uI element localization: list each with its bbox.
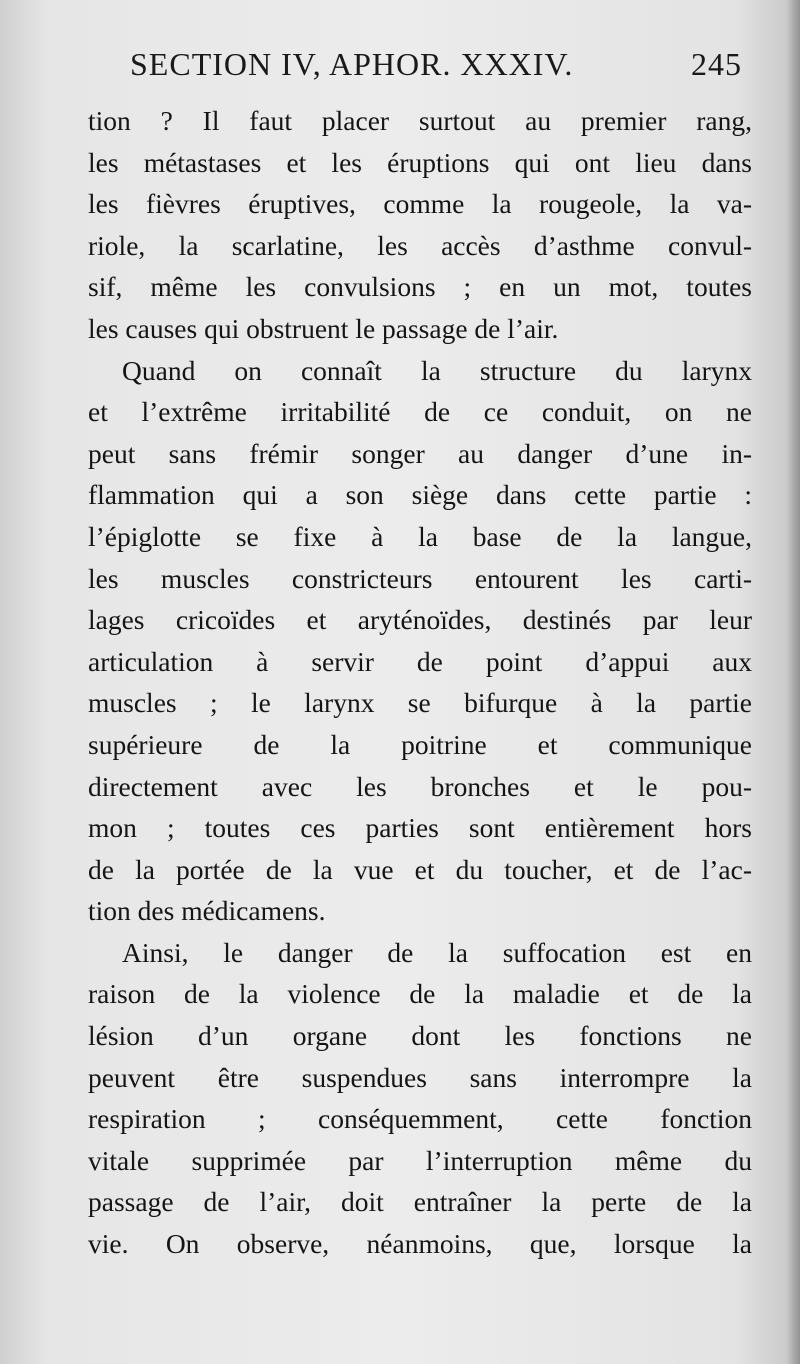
text-line: mon ; toutes ces parties sont entièrement hors	[88, 812, 752, 844]
text-line: sif, même les convulsions ; en un mot, toutes	[88, 271, 752, 303]
page-number: 245	[691, 46, 742, 82]
text-line: tion ? Il faut placer surtout au premier rang,	[88, 105, 752, 136]
text-line: directement avec les bronches et le pou-	[88, 770, 752, 802]
text-line: Ainsi, le danger de la suffocation est en	[122, 936, 752, 968]
text-line: vie. On observe, néanmoins, que, lorsque la	[88, 1228, 752, 1260]
text-line: articulation à servir de point d’appui aux	[88, 645, 752, 677]
body-text	[88, 100, 752, 1265]
text-line: lésion d’un organe dont les fonctions ne	[88, 1020, 752, 1052]
text-line: Quand on connaît la structure du larynx	[122, 354, 752, 386]
text-line: passage de l’air, doit entraîner la perte de la	[88, 1186, 752, 1218]
text-line: peut sans frémir songer au danger d’une in-	[88, 437, 752, 469]
text-line: flammation qui a son siège dans cette partie :	[88, 479, 752, 511]
text-line: raison de la violence de la maladie et de la	[88, 978, 752, 1010]
text-line: les métastases et les éruptions qui ont lieu dans	[88, 146, 752, 178]
text-line: de la portée de la vue et du toucher, et de l’ac-	[88, 853, 752, 885]
text-line: et l’extrême irritabilité de ce conduit, on ne	[88, 396, 752, 428]
text-line: les muscles constricteurs entourent les carti-	[88, 562, 752, 594]
text-line: tion des médicamens.	[88, 895, 326, 927]
text-line: les causes qui obstruent le passage de l’air.	[88, 312, 559, 344]
text-line: lages cricoïdes et aryténoïdes, destinés par leur	[88, 604, 752, 636]
text-line: respiration ; conséquemment, cette fonction	[88, 1103, 752, 1135]
text-line: vitale supprimée par l’interruption même du	[88, 1144, 752, 1176]
text-line: peuvent être suspendues sans interrompre la	[88, 1061, 752, 1093]
running-head: SECTION IV, APHOR. XXXIV.	[130, 46, 574, 82]
text-line: supérieure de la poitrine et communique	[88, 728, 752, 760]
text-line: riole, la scarlatine, les accès d’asthme convul-	[88, 229, 752, 261]
page-header	[130, 46, 742, 94]
page-edge-shadow	[786, 0, 800, 1364]
text-line: muscles ; le larynx se bifurque à la partie	[88, 687, 752, 719]
text-line: les fièvres éruptives, comme la rougeole, la va-	[88, 188, 752, 220]
text-line: l’épiglotte se fixe à la base de la langue,	[88, 520, 752, 552]
